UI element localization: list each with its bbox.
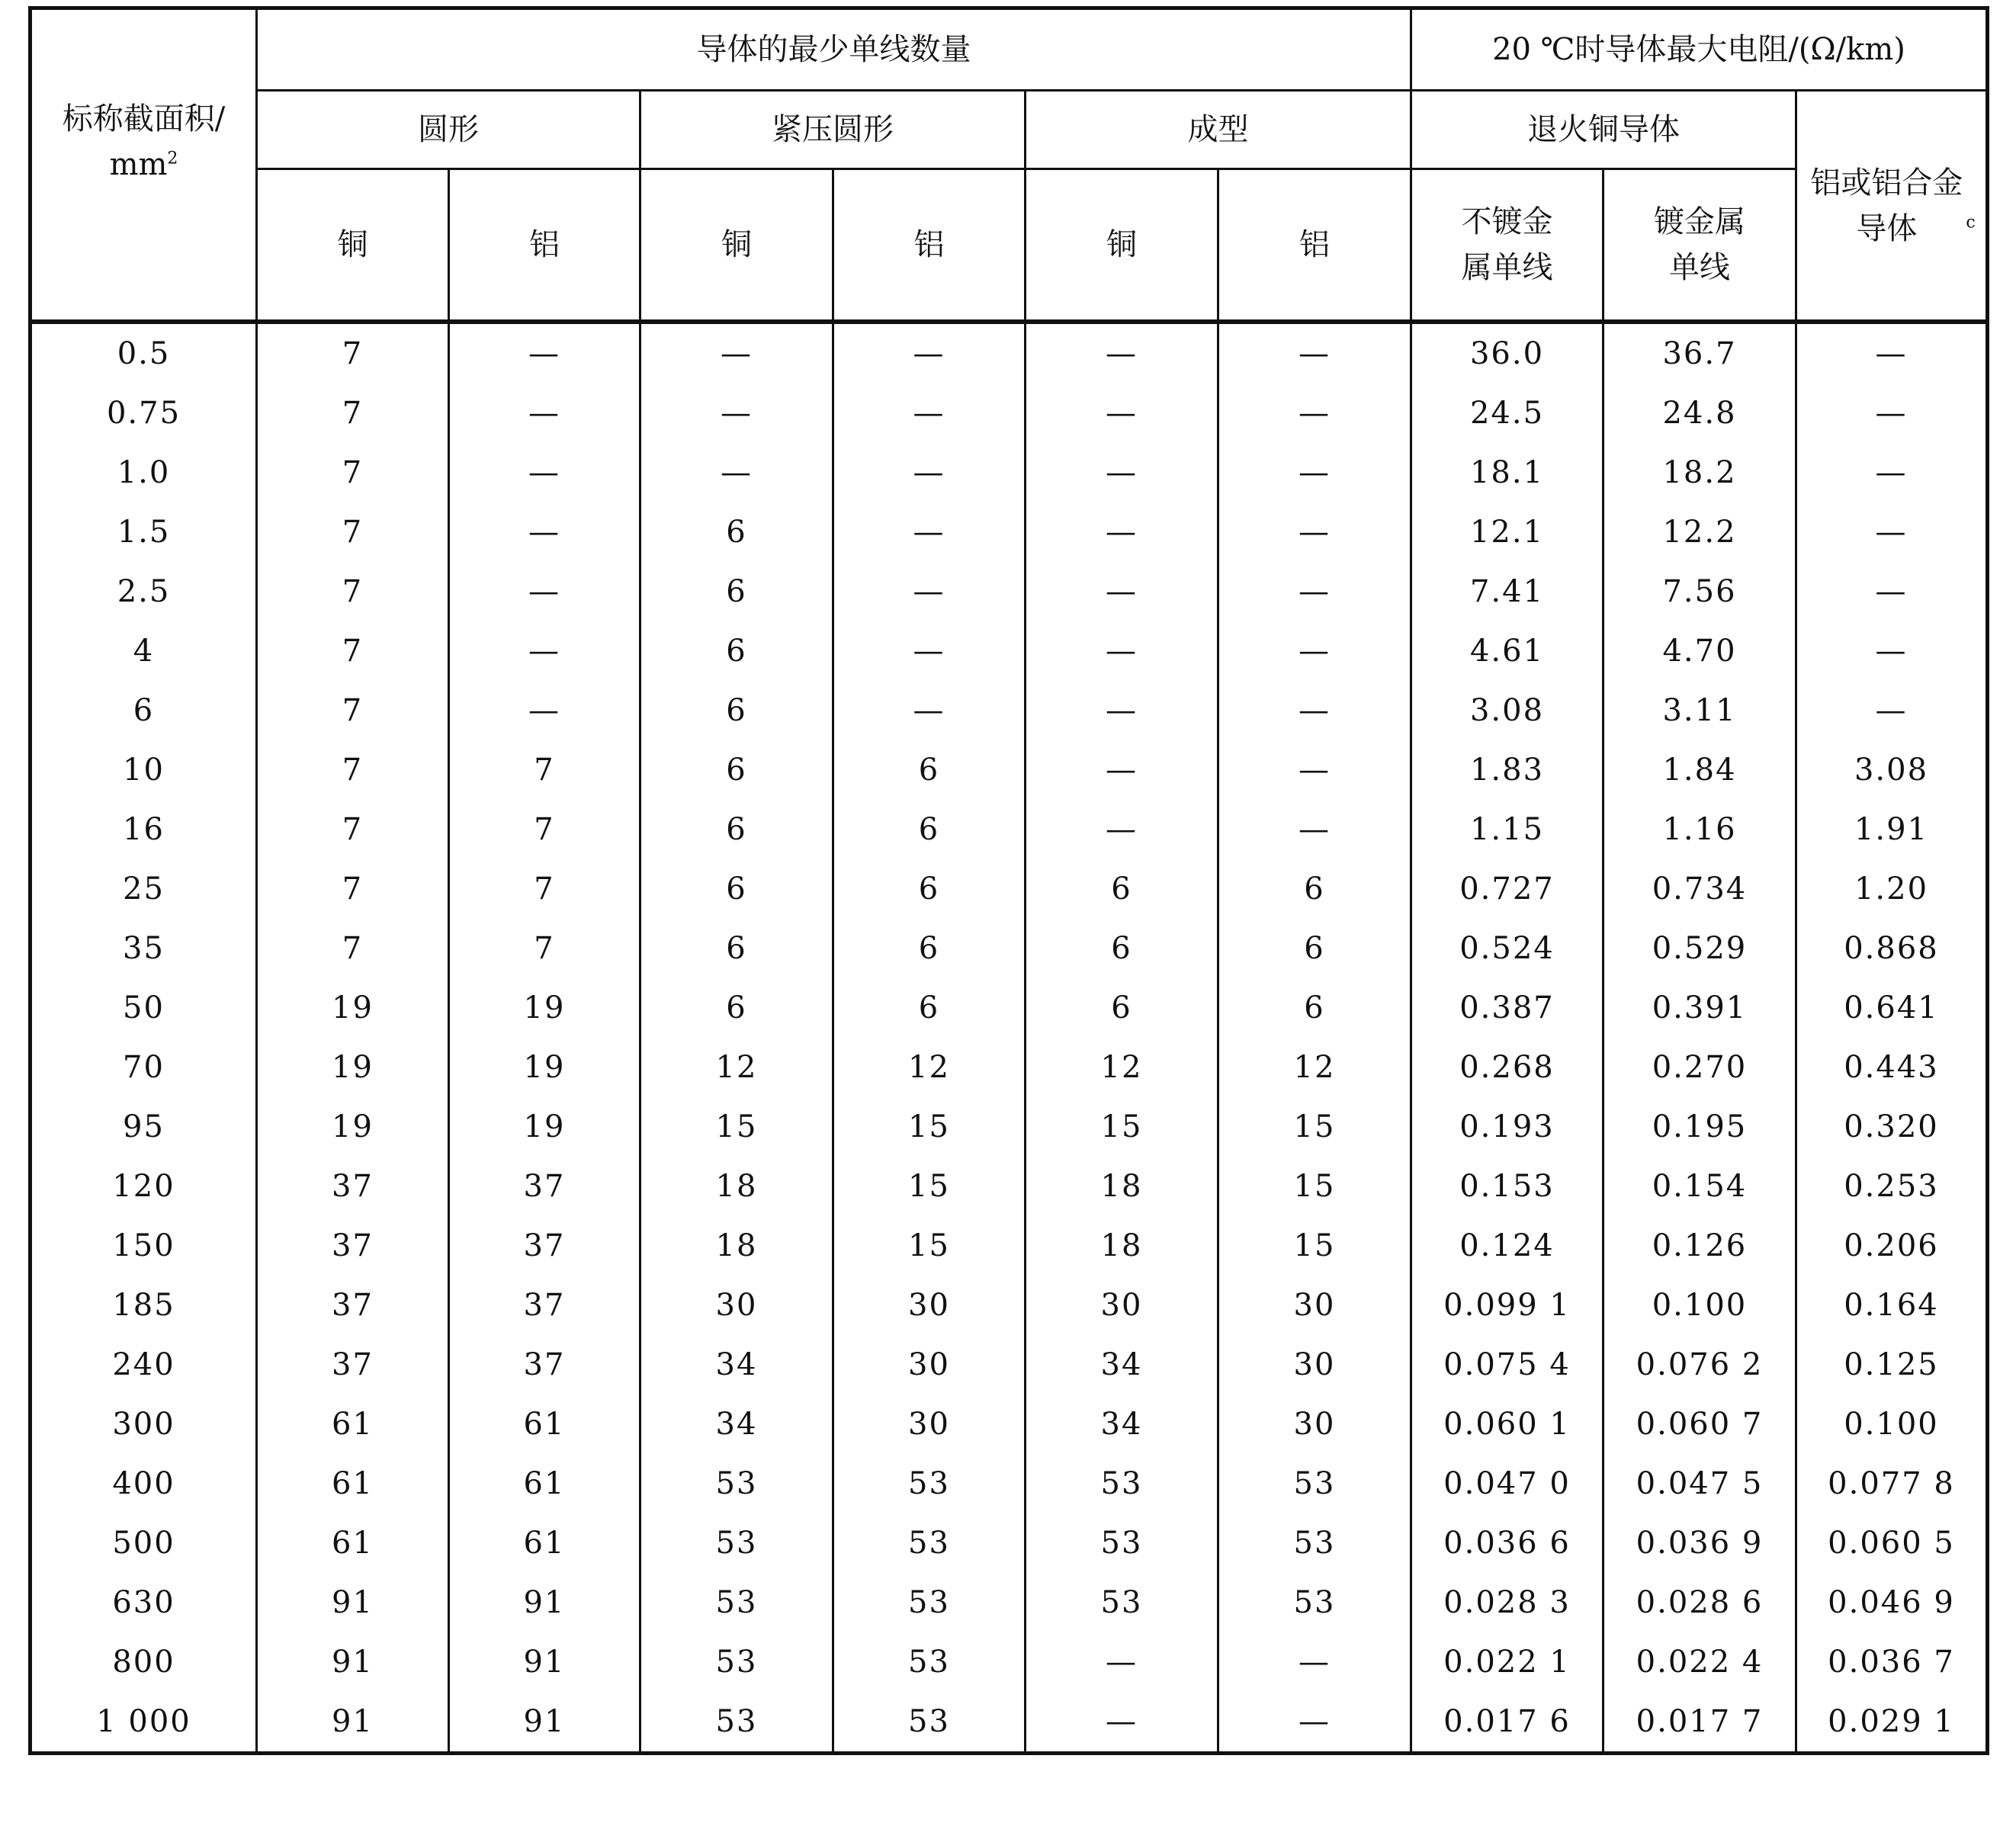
table-cell: 53 [1026,1513,1218,1573]
table-cell: 6 [640,978,833,1038]
table-cell: 6 [833,919,1026,978]
table-cell: 53 [833,1692,1026,1754]
table-cell: 37 [449,1216,640,1276]
table-cell: 1 000 [30,1692,257,1754]
table-cell: — [640,322,833,384]
table-cell: — [1026,800,1218,859]
table-cell: 0.270 [1603,1038,1796,1097]
plain-wires-label: 不镀金属单线 [1461,204,1553,285]
table-row [30,384,1988,443]
table-row [30,1038,1988,1097]
table-cell: — [449,621,640,681]
table-cell: 0.036 7 [1796,1632,1988,1692]
table-cell: 91 [257,1632,449,1692]
table-cell: — [1796,384,1988,443]
table-cell: 7 [257,384,449,443]
table-cell: — [1218,322,1411,384]
table-cell: 30 [833,1276,1026,1335]
table-cell: 53 [640,1454,833,1513]
table-cell: 7 [257,443,449,502]
table-cell: 30 [833,1395,1026,1454]
table-cell: 0.320 [1796,1097,1988,1157]
table-cell: 0.443 [1796,1038,1988,1097]
header-copper: 铜 [640,169,833,323]
table-cell: 16 [30,800,257,859]
table-cell: 0.060 5 [1796,1513,1988,1573]
table-cell: — [1796,443,1988,502]
table-row [30,1335,1988,1395]
table-row [30,322,1988,384]
table-row [30,1276,1988,1335]
table-cell: 0.868 [1796,919,1988,978]
table-cell: 300 [30,1395,257,1454]
table-cell: 0.047 0 [1411,1454,1603,1513]
header-metal-coated [1603,169,1796,323]
table-cell: 15 [1218,1157,1411,1216]
table-cell: 53 [1026,1573,1218,1632]
table-cell: 30 [1026,1276,1218,1335]
table-cell: 37 [257,1216,449,1276]
table-cell: 50 [30,978,257,1038]
table-row [30,978,1988,1038]
table-cell: 500 [30,1513,257,1573]
table-cell: — [833,681,1026,740]
table-row [30,562,1988,621]
table-cell: 6 [833,978,1026,1038]
table-cell: 0.5 [30,322,257,384]
table-cell: 1.83 [1411,740,1603,800]
table-cell: 630 [30,1573,257,1632]
table-cell: 7 [257,322,449,384]
table-cell: 18 [1026,1157,1218,1216]
table-cell: 6 [1218,859,1411,919]
table-cell: — [1218,1692,1411,1754]
table-cell: 0.125 [1796,1335,1988,1395]
table-cell: 91 [257,1573,449,1632]
table-cell: 15 [833,1097,1026,1157]
aluminium-sup: c [1966,213,1976,233]
table-cell: 61 [257,1454,449,1513]
table-cell: 12.1 [1411,502,1603,562]
table-cell: 37 [257,1157,449,1216]
area-label: 标称截面积/ [62,101,226,136]
table-cell: 91 [449,1573,640,1632]
table-cell: 30 [1218,1395,1411,1454]
table-cell: 53 [640,1632,833,1692]
table-cell: — [1026,621,1218,681]
table-cell: 0.028 3 [1411,1573,1603,1632]
table-cell: 7 [257,919,449,978]
table-cell: 6 [1026,919,1218,978]
table-cell: — [1218,443,1411,502]
table-row [30,1395,1988,1454]
table-cell: 6 [640,621,833,681]
header-alu: 铝 [449,169,640,323]
table-cell: 18 [640,1216,833,1276]
table-cell: — [640,384,833,443]
table-cell: 15 [1218,1097,1411,1157]
table-cell: 6 [640,859,833,919]
table-cell: 6 [833,740,1026,800]
table-cell: — [449,562,640,621]
table-cell: — [1796,681,1988,740]
table-cell: — [833,562,1026,621]
table-cell: 15 [833,1157,1026,1216]
table-cell: 0.727 [1411,859,1603,919]
table-cell: 53 [833,1573,1026,1632]
table-cell: — [1026,1632,1218,1692]
header-round: 圆形 [257,91,640,169]
table-row [30,681,1988,740]
table-cell: 0.734 [1603,859,1796,919]
table-cell: 10 [30,740,257,800]
table-cell: 53 [1218,1454,1411,1513]
metal-coated-label: 镀金属单线 [1654,204,1745,285]
table-cell: 19 [257,1038,449,1097]
table-cell: 7 [257,859,449,919]
table-cell: 34 [1026,1335,1218,1395]
header-copper: 铜 [257,169,449,323]
table-row [30,1157,1988,1216]
table-body [30,322,1988,1754]
table-cell: 0.387 [1411,978,1603,1038]
table-cell: 0.268 [1411,1038,1603,1097]
header-annealed-copper: 退火铜导体 [1411,91,1796,169]
table-cell: 150 [30,1216,257,1276]
table-cell: 36.0 [1411,322,1603,384]
table-cell: — [1796,562,1988,621]
table-cell: 37 [257,1335,449,1395]
table-cell: 53 [833,1513,1026,1573]
table-cell: 6 [640,681,833,740]
table-cell: — [1218,384,1411,443]
table-cell: 0.164 [1796,1276,1988,1335]
table-cell: 12.2 [1603,502,1796,562]
table-cell: 53 [1218,1513,1411,1573]
table-cell: 6 [30,681,257,740]
table-cell: 34 [640,1395,833,1454]
table-cell: 53 [833,1632,1026,1692]
table-cell: 18 [640,1157,833,1216]
table-cell: — [833,502,1026,562]
table-cell: 7.41 [1411,562,1603,621]
table-cell: 0.029 1 [1796,1692,1988,1754]
table-cell: 120 [30,1157,257,1216]
table-cell: — [1218,562,1411,621]
table-cell: 53 [1218,1573,1411,1632]
table-row [30,621,1988,681]
header-area [30,8,257,323]
table-cell: 1.16 [1603,800,1796,859]
table-cell: 53 [1026,1454,1218,1513]
table-cell: 0.124 [1411,1216,1603,1276]
table-row [30,1513,1988,1573]
table-row [30,1216,1988,1276]
table-cell: 1.5 [30,502,257,562]
table-cell: 61 [449,1513,640,1573]
table-row [30,1097,1988,1157]
table-cell: 37 [449,1157,640,1216]
table-cell: 19 [257,978,449,1038]
table-cell: 12 [833,1038,1026,1097]
table-row [30,800,1988,859]
table-cell: 19 [257,1097,449,1157]
table-cell: 19 [449,1038,640,1097]
table-cell: — [1796,502,1988,562]
table-cell: 0.060 7 [1603,1395,1796,1454]
table-cell: 4.61 [1411,621,1603,681]
table-cell: 61 [257,1395,449,1454]
table-cell: 240 [30,1335,257,1395]
table-cell: 95 [30,1097,257,1157]
table-cell: 1.84 [1603,740,1796,800]
table-cell: — [449,502,640,562]
table-cell: 53 [640,1513,833,1573]
table-row [30,740,1988,800]
table-cell: 6 [640,740,833,800]
table-header [30,8,1988,323]
table-cell: 0.077 8 [1796,1454,1988,1513]
table-cell: 2.5 [30,562,257,621]
table-cell: — [1218,800,1411,859]
table-cell: — [1026,443,1218,502]
table-cell: — [449,322,640,384]
table-cell: 15 [640,1097,833,1157]
table-cell: 6 [833,859,1026,919]
table-cell: 6 [1218,919,1411,978]
table-row [30,443,1988,502]
table-row [30,1454,1988,1513]
table-cell: 15 [1218,1216,1411,1276]
table-cell: — [1218,621,1411,681]
table-cell: 35 [30,919,257,978]
table-cell: 6 [1026,859,1218,919]
table-cell: 36.7 [1603,322,1796,384]
table-cell: 6 [640,562,833,621]
table-cell: 0.060 1 [1411,1395,1603,1454]
table-cell: — [1218,740,1411,800]
table-cell: 7.56 [1603,562,1796,621]
table-cell: 7 [257,800,449,859]
table-cell: 0.206 [1796,1216,1988,1276]
table-cell: 37 [257,1276,449,1335]
table-cell: 19 [449,1097,640,1157]
table-cell: 24.5 [1411,384,1603,443]
table-cell: 0.75 [30,384,257,443]
table-cell: 53 [640,1692,833,1754]
table-cell: — [449,443,640,502]
table-cell: — [1026,562,1218,621]
header-compacted-round: 紧压圆形 [640,91,1026,169]
header-aluminium [1796,91,1988,323]
table-cell: 18.2 [1603,443,1796,502]
table-cell: 0.641 [1796,978,1988,1038]
table-cell: 0.524 [1411,919,1603,978]
table-cell: 0.022 4 [1603,1632,1796,1692]
table-cell: 7 [257,740,449,800]
table-cell: 400 [30,1454,257,1513]
table-cell: — [1796,621,1988,681]
table-cell: 91 [257,1692,449,1754]
table-cell: — [1218,502,1411,562]
table-row [30,919,1988,978]
table-cell: 91 [449,1632,640,1692]
table-cell: 12 [1026,1038,1218,1097]
table-cell: 15 [1026,1097,1218,1157]
table-row [30,502,1988,562]
table-cell: 3.11 [1603,681,1796,740]
header-copper: 铜 [1026,169,1218,323]
table-cell: 0.075 4 [1411,1335,1603,1395]
table-cell: — [1218,1632,1411,1692]
header-alu: 铝 [833,169,1026,323]
table-cell: 0.100 [1603,1276,1796,1335]
table-cell: — [1026,384,1218,443]
table-cell: 0.017 7 [1603,1692,1796,1754]
table-cell: — [640,443,833,502]
table-cell: 30 [1218,1276,1411,1335]
table-cell: 3.08 [1796,740,1988,800]
table-cell: 30 [640,1276,833,1335]
table-cell: 61 [257,1513,449,1573]
table-cell: 53 [640,1573,833,1632]
table-cell: 800 [30,1632,257,1692]
table-cell: 19 [449,978,640,1038]
table-cell: 0.022 1 [1411,1632,1603,1692]
table-cell: 7 [257,621,449,681]
table-row [30,1632,1988,1692]
table-cell: — [1796,322,1988,384]
table-cell: 6 [640,919,833,978]
table-cell: 0.028 6 [1603,1573,1796,1632]
table-cell: 18 [1026,1216,1218,1276]
table-cell: 0.529 [1603,919,1796,978]
table-cell: 7 [449,859,640,919]
table-cell: 37 [449,1276,640,1335]
header-max-resistance: 20 ℃时导体最大电阻/(Ω/km) [1411,8,1988,91]
table-cell: 70 [30,1038,257,1097]
table-cell: — [833,322,1026,384]
table-cell: — [1026,322,1218,384]
table-row [30,1573,1988,1632]
table-cell: 61 [449,1395,640,1454]
table-cell: 30 [833,1335,1026,1395]
aluminium-label: 铝或铝合金导体 [1810,165,1963,246]
table-cell: 0.126 [1603,1216,1796,1276]
table-cell: — [449,384,640,443]
table-cell: 0.153 [1411,1157,1603,1216]
table-cell: 0.036 9 [1603,1513,1796,1573]
table-cell: 0.391 [1603,978,1796,1038]
table-cell: 1.91 [1796,800,1988,859]
table-cell: 7 [257,502,449,562]
table-cell: — [833,621,1026,681]
table-cell: 61 [449,1454,640,1513]
table-cell: — [833,384,1026,443]
table-cell: 12 [1218,1038,1411,1097]
table-cell: 0.099 1 [1411,1276,1603,1335]
table-cell: 6 [640,502,833,562]
table-cell: 1.0 [30,443,257,502]
table-cell: 0.193 [1411,1097,1603,1157]
table-cell: 53 [833,1454,1026,1513]
header-min-wires: 导体的最少单线数量 [257,8,1411,91]
table-cell: 12 [640,1038,833,1097]
table-cell: 0.195 [1603,1097,1796,1157]
table-cell: 34 [1026,1395,1218,1454]
table-row [30,859,1988,919]
header-alu: 铝 [1218,169,1411,323]
table-cell: 0.154 [1603,1157,1796,1216]
table-cell: 0.076 2 [1603,1335,1796,1395]
area-unit-sup: 2 [167,149,178,168]
table-cell: 4 [30,621,257,681]
conductor-table [28,6,1989,1755]
table-cell: — [833,443,1026,502]
table-cell: 7 [449,919,640,978]
table-cell: — [1026,502,1218,562]
table-cell: — [1026,740,1218,800]
table-cell: 0.017 6 [1411,1692,1603,1754]
table-cell: 6 [1218,978,1411,1038]
table-row [30,1692,1988,1754]
table-cell: 0.253 [1796,1157,1988,1216]
table-cell: 24.8 [1603,384,1796,443]
table-cell: — [449,681,640,740]
table-cell: 185 [30,1276,257,1335]
table-cell: 30 [1218,1335,1411,1395]
table-cell: 6 [1026,978,1218,1038]
table-cell: 7 [449,800,640,859]
table-cell: — [1026,681,1218,740]
table-cell: 25 [30,859,257,919]
table-cell: 4.70 [1603,621,1796,681]
area-unit: mm [109,147,168,182]
table-cell: 0.047 5 [1603,1454,1796,1513]
table-cell: 37 [449,1335,640,1395]
table-cell: — [1218,681,1411,740]
table-cell: 3.08 [1411,681,1603,740]
table-cell: 1.15 [1411,800,1603,859]
header-shaped: 成型 [1026,91,1411,169]
table-cell: 7 [449,740,640,800]
header-plain-wires [1411,169,1603,323]
table-cell: 6 [833,800,1026,859]
table-cell: 34 [640,1335,833,1395]
table-cell: — [1026,1692,1218,1754]
table-cell: 15 [833,1216,1026,1276]
table-cell: 91 [449,1692,640,1754]
table-cell: 18.1 [1411,443,1603,502]
table-cell: 0.046 9 [1796,1573,1988,1632]
table-cell: 1.20 [1796,859,1988,919]
table-cell: 0.100 [1796,1395,1988,1454]
table-cell: 7 [257,681,449,740]
table-cell: 6 [640,800,833,859]
table-cell: 7 [257,562,449,621]
table-cell: 0.036 6 [1411,1513,1603,1573]
